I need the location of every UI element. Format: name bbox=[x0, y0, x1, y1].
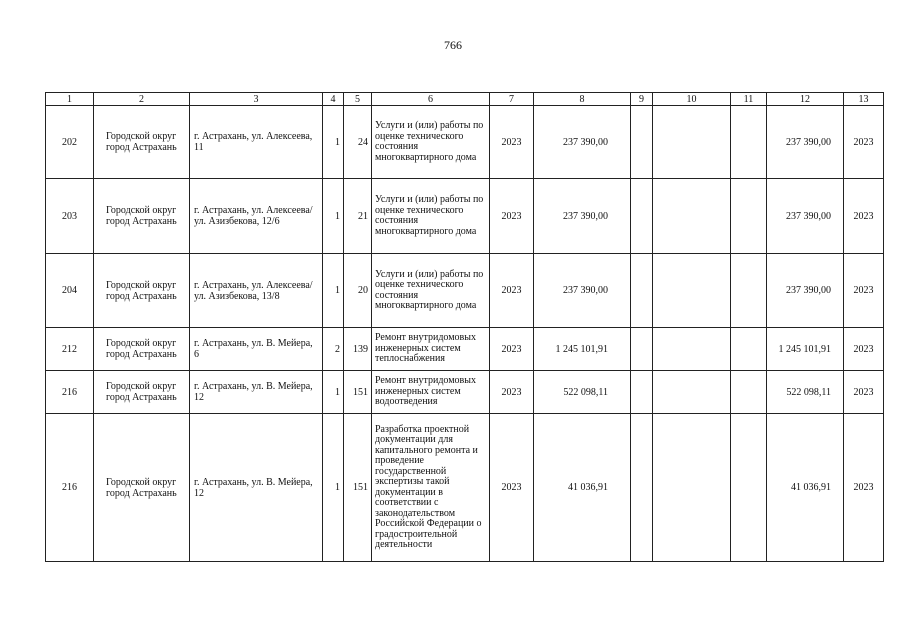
column-10-cell bbox=[653, 254, 731, 328]
column-number: 5 bbox=[344, 93, 372, 106]
address-cell: г. Астрахань, ул. В. Мейера, 12 bbox=[190, 371, 323, 414]
year-cell: 2023 bbox=[490, 414, 534, 562]
table-row bbox=[46, 328, 884, 371]
work-type-cell: Разработка проектной документации для капитального ремонта и проведение государственной экспертизы такой документации в соответствии с законодательством Российской Федерации о градостроительной деятельности bbox=[372, 414, 490, 562]
year-cell: 2023 bbox=[490, 328, 534, 371]
column-number: 3 bbox=[190, 93, 323, 106]
municipality-cell: Городской округ город Астрахань bbox=[94, 371, 190, 414]
column-number: 12 bbox=[767, 93, 844, 106]
cost-cell: 522 098,11 bbox=[534, 371, 631, 414]
row-number-cell: 203 bbox=[46, 179, 94, 254]
column-11-cell bbox=[731, 179, 767, 254]
column-5-cell: 151 bbox=[344, 414, 372, 562]
municipality-cell: Городской округ город Астрахань bbox=[94, 179, 190, 254]
address-cell: г. Астрахань, ул. Алексеева/ ул. Азизбекова, 13/8 bbox=[190, 254, 323, 328]
column-11-cell bbox=[731, 328, 767, 371]
column-number: 1 bbox=[46, 93, 94, 106]
end-year-cell: 2023 bbox=[844, 414, 884, 562]
column-11-cell bbox=[731, 254, 767, 328]
work-type-cell: Услуги и (или) работы по оценке технического состояния многоквартирного дома bbox=[372, 179, 490, 254]
year-cell: 2023 bbox=[490, 179, 534, 254]
year-cell: 2023 bbox=[490, 371, 534, 414]
column-11-cell bbox=[731, 414, 767, 562]
column-number-row bbox=[46, 93, 884, 106]
column-number: 7 bbox=[490, 93, 534, 106]
work-type-cell: Ремонт внутридомовых инженерных систем водоотведения bbox=[372, 371, 490, 414]
row-number-cell: 212 bbox=[46, 328, 94, 371]
column-4-cell: 1 bbox=[323, 106, 344, 179]
cost-cell: 237 390,00 bbox=[534, 254, 631, 328]
cost-cell: 237 390,00 bbox=[534, 106, 631, 179]
total-cell: 522 098,11 bbox=[767, 371, 844, 414]
address-cell: г. Астрахань, ул. В. Мейера, 12 bbox=[190, 414, 323, 562]
row-number-cell: 216 bbox=[46, 371, 94, 414]
table-row bbox=[46, 106, 884, 179]
cost-cell: 1 245 101,91 bbox=[534, 328, 631, 371]
table-row bbox=[46, 254, 884, 328]
column-number: 4 bbox=[323, 93, 344, 106]
column-number: 2 bbox=[94, 93, 190, 106]
municipality-cell: Городской округ город Астрахань bbox=[94, 106, 190, 179]
row-number-cell: 216 bbox=[46, 414, 94, 562]
work-type-cell: Ремонт внутридомовых инженерных систем теплоснабжения bbox=[372, 328, 490, 371]
page-number: 766 bbox=[444, 38, 462, 52]
column-number: 6 bbox=[372, 93, 490, 106]
row-number-cell: 204 bbox=[46, 254, 94, 328]
municipality-cell: Городской округ город Астрахань bbox=[94, 414, 190, 562]
total-cell: 237 390,00 bbox=[767, 106, 844, 179]
end-year-cell: 2023 bbox=[844, 179, 884, 254]
column-5-cell: 139 bbox=[344, 328, 372, 371]
column-11-cell bbox=[731, 371, 767, 414]
column-4-cell: 1 bbox=[323, 254, 344, 328]
column-9-cell bbox=[631, 179, 653, 254]
column-11-cell bbox=[731, 106, 767, 179]
column-9-cell bbox=[631, 254, 653, 328]
column-9-cell bbox=[631, 328, 653, 371]
table-row bbox=[46, 179, 884, 254]
column-number: 8 bbox=[534, 93, 631, 106]
register-table bbox=[45, 92, 884, 562]
column-5-cell: 20 bbox=[344, 254, 372, 328]
column-number: 9 bbox=[631, 93, 653, 106]
total-cell: 237 390,00 bbox=[767, 179, 844, 254]
column-5-cell: 24 bbox=[344, 106, 372, 179]
column-number: 13 bbox=[844, 93, 884, 106]
column-10-cell bbox=[653, 179, 731, 254]
municipality-cell: Городской округ город Астрахань bbox=[94, 328, 190, 371]
end-year-cell: 2023 bbox=[844, 254, 884, 328]
column-9-cell bbox=[631, 106, 653, 179]
end-year-cell: 2023 bbox=[844, 371, 884, 414]
total-cell: 237 390,00 bbox=[767, 254, 844, 328]
address-cell: г. Астрахань, ул. В. Мейера, 6 bbox=[190, 328, 323, 371]
total-cell: 1 245 101,91 bbox=[767, 328, 844, 371]
column-number: 10 bbox=[653, 93, 731, 106]
work-type-cell: Услуги и (или) работы по оценке технического состояния многоквартирного дома bbox=[372, 106, 490, 179]
address-cell: г. Астрахань, ул. Алексеева, 11 bbox=[190, 106, 323, 179]
column-9-cell bbox=[631, 371, 653, 414]
row-number-cell: 202 bbox=[46, 106, 94, 179]
column-10-cell bbox=[653, 328, 731, 371]
work-type-cell: Услуги и (или) работы по оценке технического состояния многоквартирного дома bbox=[372, 254, 490, 328]
column-4-cell: 1 bbox=[323, 179, 344, 254]
column-9-cell bbox=[631, 414, 653, 562]
total-cell: 41 036,91 bbox=[767, 414, 844, 562]
cost-cell: 41 036,91 bbox=[534, 414, 631, 562]
column-10-cell bbox=[653, 414, 731, 562]
column-10-cell bbox=[653, 371, 731, 414]
column-5-cell: 151 bbox=[344, 371, 372, 414]
column-10-cell bbox=[653, 106, 731, 179]
year-cell: 2023 bbox=[490, 254, 534, 328]
column-4-cell: 2 bbox=[323, 328, 344, 371]
year-cell: 2023 bbox=[490, 106, 534, 179]
column-5-cell: 21 bbox=[344, 179, 372, 254]
end-year-cell: 2023 bbox=[844, 106, 884, 179]
end-year-cell: 2023 bbox=[844, 328, 884, 371]
table-row bbox=[46, 414, 884, 562]
municipality-cell: Городской округ город Астрахань bbox=[94, 254, 190, 328]
column-number: 11 bbox=[731, 93, 767, 106]
cost-cell: 237 390,00 bbox=[534, 179, 631, 254]
column-4-cell: 1 bbox=[323, 371, 344, 414]
column-4-cell: 1 bbox=[323, 414, 344, 562]
address-cell: г. Астрахань, ул. Алексеева/ ул. Азизбекова, 12/6 bbox=[190, 179, 323, 254]
table-row bbox=[46, 371, 884, 414]
